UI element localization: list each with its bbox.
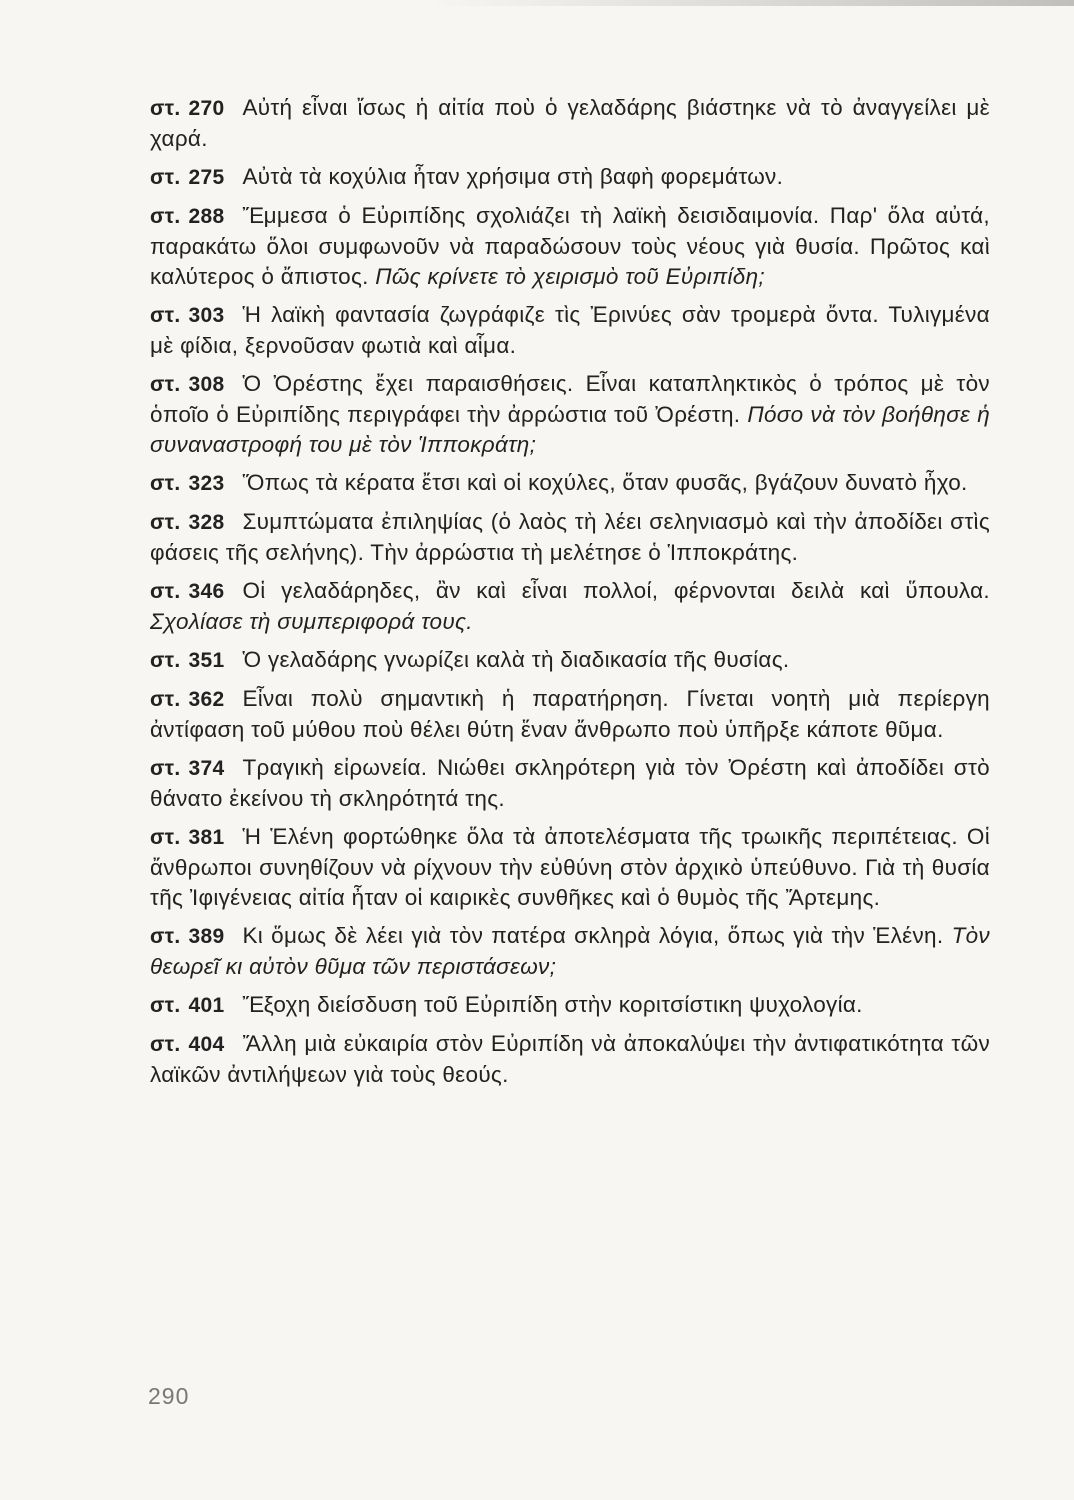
ref-number: 401	[188, 994, 225, 1017]
ref-label: στ.	[150, 925, 181, 948]
note-text: Ὁ Ὀρέστης ἔχει παραισθήσεις. Εἶναι καταπληκτικὸς ὁ τρόπος μὲ τὸν ὁποῖο ὁ Εὐριπίδης περιγράφει τὴν ἀρρώστια τοῦ Ὀρέστη.	[150, 371, 990, 427]
notes-list	[150, 93, 990, 1098]
note-362	[150, 684, 990, 745]
ref-number: 404	[188, 1033, 225, 1056]
note-270	[150, 93, 990, 154]
ref-label: στ.	[150, 1033, 181, 1056]
ref-label: στ.	[150, 205, 181, 228]
note-303	[150, 300, 990, 361]
note-text: Εἶναι πολὺ σημαντικὴ ἡ παρατήρηση. Γίνεται νοητὴ μιὰ περίεργη ἀντίφαση τοῦ μύθου ποὺ θέλει θύτη ἕναν ἄνθρωπο ποὺ ὑπῆρξε κάποτε θῦμα.	[150, 686, 990, 742]
line-reference	[150, 511, 224, 534]
ref-number: 328	[188, 511, 225, 534]
ref-number: 351	[188, 649, 225, 672]
line-reference	[150, 472, 224, 495]
note-text: Ὁ γελαδάρης γνωρίζει καλὰ τὴ διαδικασία τῆς θυσίας.	[242, 647, 790, 672]
ref-number: 275	[188, 166, 225, 189]
line-reference	[150, 373, 224, 396]
note-text: Αὐτὰ τὰ κοχύλια ἦταν χρήσιμα στὴ βαφὴ φορεμάτων.	[242, 164, 784, 189]
note-374	[150, 753, 990, 814]
line-reference	[150, 304, 224, 327]
ref-label: στ.	[150, 757, 181, 780]
note-308	[150, 369, 990, 460]
ref-number: 346	[188, 580, 225, 603]
note-question: Σχολίασε τὴ συμπεριφορά τους.	[150, 609, 473, 634]
ref-number: 381	[188, 826, 225, 849]
note-text: Ἔξοχη διείσδυση τοῦ Εὐριπίδη στὴν κοριτσίστικη ψυχολογία.	[242, 992, 863, 1017]
note-275	[150, 162, 990, 193]
line-reference	[150, 1033, 224, 1056]
line-reference	[150, 205, 224, 228]
ref-label: στ.	[150, 688, 181, 711]
line-reference	[150, 97, 224, 120]
ref-number: 270	[188, 97, 225, 120]
note-389	[150, 921, 990, 982]
line-reference	[150, 925, 224, 948]
ref-label: στ.	[150, 994, 181, 1017]
note-328	[150, 507, 990, 568]
ref-label: στ.	[150, 97, 181, 120]
ref-label: στ.	[150, 511, 181, 534]
ref-label: στ.	[150, 373, 181, 396]
ref-label: στ.	[150, 580, 181, 603]
line-reference	[150, 688, 224, 711]
ref-number: 389	[188, 925, 225, 948]
line-reference	[150, 649, 224, 672]
note-323	[150, 468, 990, 499]
note-text: Αὐτή εἶναι ἴσως ἡ αἰτία ποὺ ὁ γελαδάρης βιάστηκε νὰ τὸ ἀναγγείλει μὲ χαρά.	[150, 95, 990, 151]
note-401	[150, 990, 990, 1021]
note-question: Πῶς κρίνετε τὸ χειρισμὸ τοῦ Εὐριπίδη;	[375, 264, 765, 289]
ref-number: 374	[188, 757, 225, 780]
page-edge-shadow	[0, 0, 1074, 6]
ref-label: στ.	[150, 166, 181, 189]
note-351	[150, 645, 990, 676]
line-reference	[150, 580, 224, 603]
note-text: Ἄλλη μιὰ εὐκαιρία στὸν Εὐριπίδη νὰ ἀποκαλύψει τὴν ἀντιφατικότητα τῶν λαϊκῶν ἀντιλήψεων γιὰ τοὺς θεούς.	[150, 1031, 990, 1087]
note-question: Τὸν θεωρεῖ κι αὐτὸν θῦμα τῶν περιστάσεων;	[150, 923, 990, 979]
ref-number: 303	[188, 304, 225, 327]
note-text: Οἱ γελαδάρηδες, ἂν καὶ εἶναι πολλοί, φέρνονται δειλὰ καὶ ὕπουλα.	[242, 578, 990, 603]
note-text: Συμπτώματα ἐπιληψίας (ὁ λαὸς τὴ λέει σεληνιασμὸ καὶ τὴν ἀποδίδει στὶς φάσεις τῆς σελήνης). Τὴν ἀρρώστια τὴ μελέτησε ὁ Ἱπποκράτης.	[150, 509, 990, 565]
ref-label: στ.	[150, 472, 181, 495]
note-404	[150, 1029, 990, 1090]
ref-number: 288	[188, 205, 225, 228]
line-reference	[150, 826, 224, 849]
note-text: Ὅπως τὰ κέρατα ἔτσι καὶ οἱ κοχύλες, ὅταν φυσᾶς, βγάζουν δυνατὸ ἦχο.	[242, 470, 968, 495]
note-text: Τραγικὴ εἰρωνεία. Νιώθει σκληρότερη γιὰ τὸν Ὀρέστη καὶ ἀποδίδει στὸ θάνατο ἐκείνου τὴ σκληρότητά της.	[150, 755, 990, 811]
ref-number: 308	[188, 373, 225, 396]
line-reference	[150, 994, 224, 1017]
note-text: Ἡ λαϊκὴ φαντασία ζωγράφιζε τὶς Ἐρινύες σὰν τρομερὰ ὄντα. Τυλιγμένα μὲ φίδια, ξερνοῦσαν φωτιὰ καὶ αἷμα.	[150, 302, 990, 358]
note-text: Ἡ Ἑλένη φορτώθηκε ὅλα τὰ ἀποτελέσματα τῆς τρωικῆς περιπέτειας. Οἱ ἄνθρωποι συνηθίζουν νὰ ρίχνουν τὴν εὐθύνη στὸν ἀρχικὸ ὑπεύθυνο. Γιὰ τὴ θυσία τῆς Ἰφιγένειας αἰτία ἦταν οἱ καιρικὲς συνθῆκες καὶ ὁ θυμὸς τῆς Ἄρτεμης.	[150, 824, 990, 910]
ref-label: στ.	[150, 304, 181, 327]
note-question: Πόσο νὰ τὸν βοήθησε ἡ συναναστροφή του μὲ τὸν Ἱπποκράτη;	[150, 402, 991, 457]
ref-label: στ.	[150, 649, 181, 672]
ref-number: 362	[188, 688, 225, 711]
note-288	[150, 201, 990, 292]
note-text: Ἔμμεσα ὁ Εὐριπίδης σχολιάζει τὴ λαϊκὴ δεισιδαιμονία. Παρ' ὅλα αὐτά, παρακάτω ὅλοι συμφωνοῦν νὰ παραδώσουν τοὺς νέους γιὰ θυσία. Πρῶτος καὶ καλύτερος ὁ ἄπιστος.	[150, 203, 990, 289]
note-text: Κι ὅμως δὲ λέει γιὰ τὸν πατέρα σκληρὰ λόγια, ὅπως γιὰ τὴν Ἑλένη.	[242, 923, 944, 948]
line-reference	[150, 757, 224, 780]
note-346	[150, 576, 990, 637]
page-number: 290	[148, 1383, 190, 1409]
ref-label: στ.	[150, 826, 181, 849]
note-381	[150, 822, 990, 913]
ref-number: 323	[188, 472, 225, 495]
line-reference	[150, 166, 224, 189]
